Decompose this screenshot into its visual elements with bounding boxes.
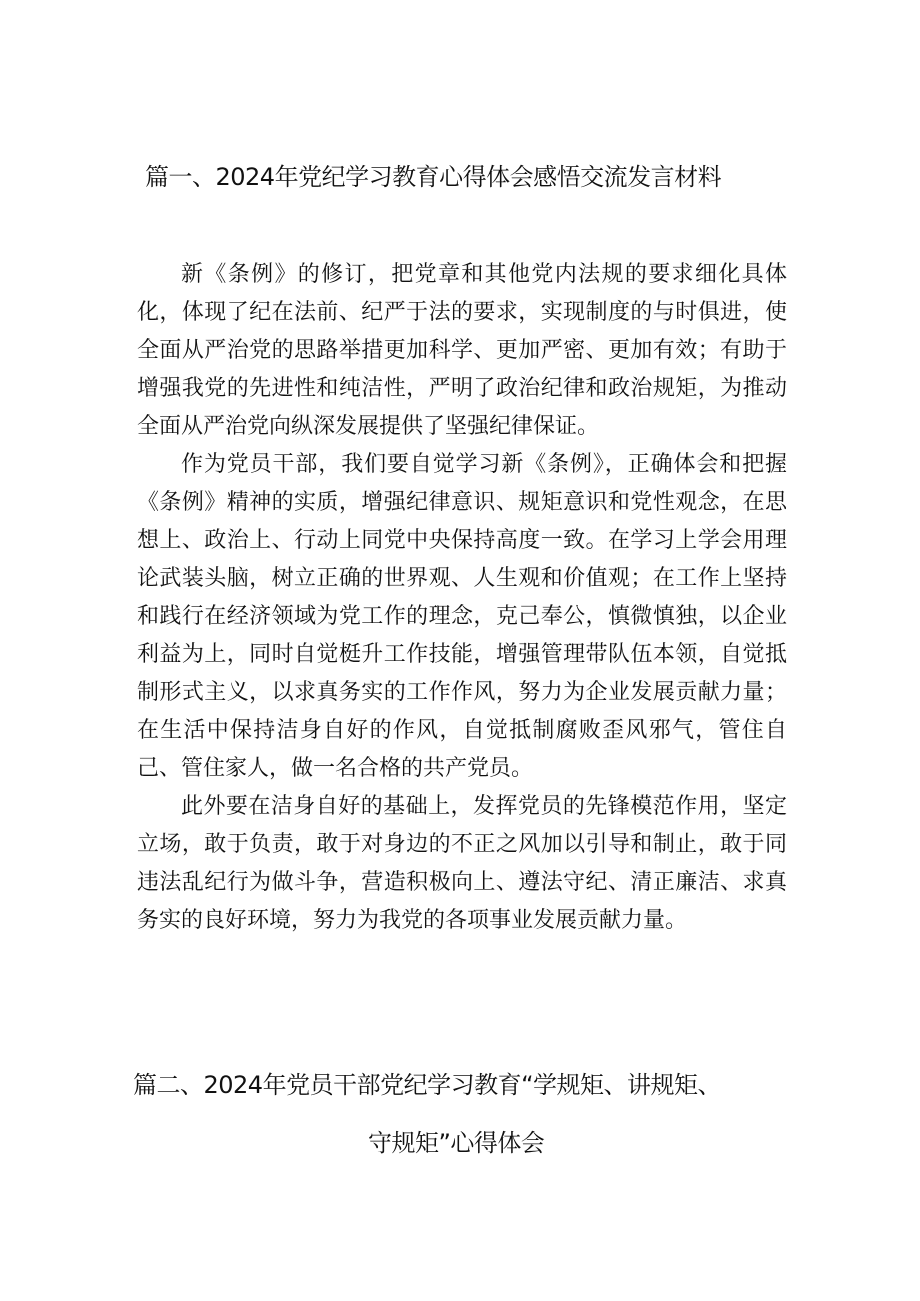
section-1-body <box>137 256 787 940</box>
paragraph-2: 作为党员干部，我们要自觉学习新《条例》，正确体会和把握《条例》精神的实质，增强纪律意识、规矩意识和党性观念，在思想上、政治上、行动上同党中央保持高度一致。在学习上学会用理论武装头脑，树立正确的世界观、人生观和价值观；在工作上坚持和践行在经济领域为党工作的理念，克己奉公，慎微慎独，以企业利益为上，同时自觉梃升工作技能，增强管理带队伍本领，自觉抵制形式主义，以求真务实的工作作风，努力为企业发展贡献力量；在生活中保持洁身自好的作风，自觉抵制腐败歪风邪气，管住自己、管住家人，做一名合格的共产党员。 <box>137 452 787 781</box>
paragraph-1: 新《条例》的修订，把党章和其他党内法规的要求细化具体化，体现了纪在法前、纪严于法的要求，实现制度的与时俱进，使全面从严治党的思路举措更加科学、更加严密、更加有效；有助于增强我党的先进性和纯洁性，严明了政治纪律和政治规矩，为推动全面从严治党向纵深发展提供了坚强纪律保证。 <box>137 262 787 439</box>
section-2-title-line-2: 守规矩”心得体会 <box>368 1129 545 1157</box>
paragraph-3: 此外要在洁身自好的基础上，发挥党员的先锋模范作用，坚定立场，敢于负责，敢于对身边的不正之风加以引导和制止，敢于同违法乱纪行为做斗争，营造积极向上、遵法守纪、清正廉洁、求真务实的良好环境，努力为我党的各项事业发展贡献力量。 <box>137 794 787 933</box>
section-1-title: 篇一、2024年党纪学习教育心得体会感悟交流发言材料 <box>145 163 722 191</box>
section-2-title-line-1: 篇二、2024年党员干部党纪学习教育“学规矩、讲规矩、 <box>133 1071 722 1099</box>
